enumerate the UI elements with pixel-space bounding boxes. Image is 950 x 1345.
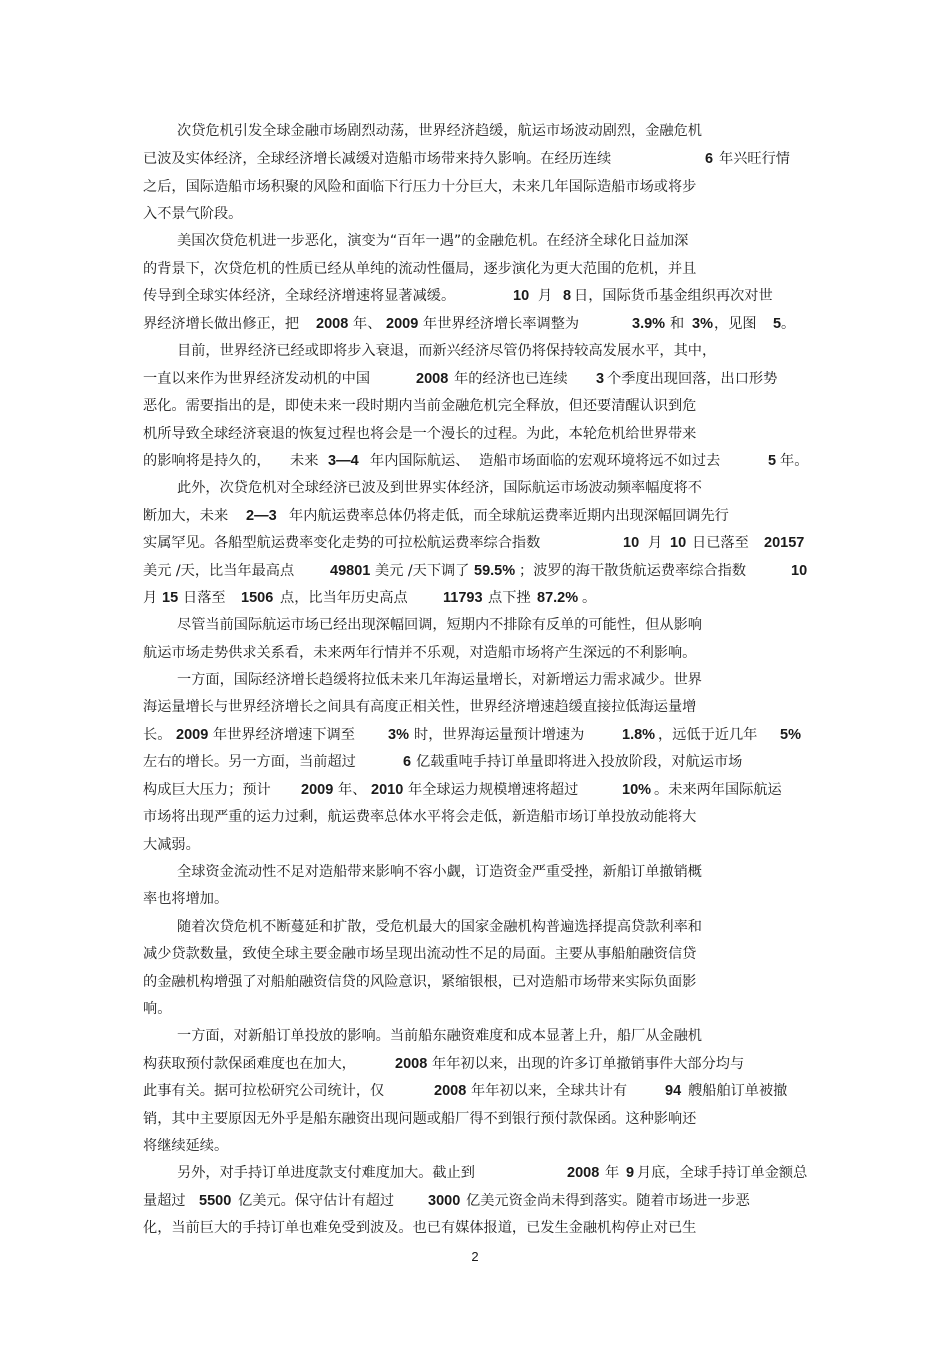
bold-number: 5% bbox=[780, 727, 801, 743]
text-segment: 亿载重吨手持订单量即将进入投放阶段，对航运市场 bbox=[416, 754, 743, 770]
bold-number: 6 bbox=[705, 151, 714, 167]
text-segment: 的背景下，次贷危机的性质已经从单纯的流动性僵局，逐步演化为更大范围的危机，并且 bbox=[143, 261, 697, 277]
bold-number: 5500 bbox=[199, 1193, 232, 1209]
text-segment: 长。 bbox=[143, 727, 172, 743]
bold-number: 1.8% bbox=[622, 727, 656, 743]
bold-number: 49801 bbox=[330, 563, 371, 579]
bold-number: 10 bbox=[623, 535, 640, 551]
text-segment: ，远低于近几年 bbox=[658, 727, 758, 743]
bold-number: 5 bbox=[773, 316, 782, 332]
text-segment: 率也将增加。 bbox=[143, 891, 229, 907]
text-segment: 已波及实体经济，全球经济增长减缓对造船市场带来持久影响。在经历连续 bbox=[143, 151, 612, 167]
bold-number: 5 bbox=[768, 453, 777, 469]
text-line bbox=[177, 1026, 702, 1046]
text-segment: 美元 /天，比当年最高点 bbox=[143, 563, 295, 579]
text-segment: 年、 bbox=[353, 316, 382, 332]
bold-number: 10 bbox=[791, 563, 808, 579]
bold-number: 10 bbox=[513, 288, 530, 304]
text-segment: 响。 bbox=[143, 1001, 172, 1017]
bold-number: 2009 bbox=[176, 727, 209, 743]
text-line bbox=[143, 286, 773, 306]
text-line bbox=[143, 1109, 696, 1129]
text-segment: 海运量增长与世界经济增长之间具有高度正相关性，世界经济增速趋缓直接拉低海运量增 bbox=[143, 699, 697, 715]
bold-number: 3—4 bbox=[328, 453, 359, 469]
text-segment: 美国次贷危机进一步恶化，演变为“百年一遇”的金融危机。在经济全球化日益加深 bbox=[177, 233, 689, 249]
text-segment: 。未来两年国际航运 bbox=[654, 782, 782, 798]
text-line bbox=[143, 643, 696, 663]
bold-number: 2010 bbox=[371, 782, 404, 798]
text-segment: 入不景气阶段。 bbox=[143, 206, 243, 222]
text-line bbox=[143, 314, 796, 334]
bold-number: 8 bbox=[563, 288, 572, 304]
text-segment: 构获取预付款保函难度也在加大， bbox=[143, 1056, 356, 1072]
text-segment: 年 bbox=[605, 1165, 620, 1181]
text-segment: 月 bbox=[538, 288, 553, 304]
text-line bbox=[143, 533, 805, 553]
text-line bbox=[143, 369, 778, 389]
text-segment: 另外，对手持订单进度款支付难度加大。截止到 bbox=[177, 1165, 475, 1181]
text-segment: 次贷危机引发全球金融市场剧烈动荡，世界经济趋缓，航运市场波动剧烈，金融危机 bbox=[177, 123, 702, 139]
bold-number: 10% bbox=[622, 782, 652, 798]
text-line bbox=[143, 944, 696, 964]
text-segment: 个季度出现回落，出口形势 bbox=[607, 371, 778, 387]
text-segment: 恶化。需要指出的是，即使未来一段时期内当前金融危机完全释放，但还要清醒认识到危 bbox=[143, 398, 697, 414]
text-line bbox=[143, 588, 597, 608]
text-line bbox=[177, 917, 702, 937]
text-line bbox=[177, 341, 716, 361]
text-segment: 减少贷款数量，致使全球主要金融市场呈现出流动性不足的局面。主要从事船舶融资信贷 bbox=[143, 946, 697, 962]
text-line bbox=[143, 204, 242, 224]
text-line bbox=[143, 1218, 696, 1238]
text-line bbox=[177, 231, 688, 251]
text-line bbox=[143, 259, 696, 279]
text-segment: 和 bbox=[670, 316, 685, 332]
text-line bbox=[143, 752, 743, 772]
text-segment: 年的经济也已连续 bbox=[454, 371, 568, 387]
text-line bbox=[143, 1136, 228, 1156]
text-line bbox=[143, 972, 696, 992]
text-line bbox=[143, 999, 171, 1019]
bold-number: 3000 bbox=[428, 1193, 461, 1209]
text-line bbox=[177, 121, 702, 141]
text-segment: ；波罗的海干散货航运费率综合指数 bbox=[519, 563, 747, 579]
text-segment: 尽管当前国际航运市场已经出现深幅回调，短期内不排除有反单的可能性，但从影响 bbox=[177, 617, 702, 633]
text-line bbox=[177, 670, 702, 690]
text-segment: 大减弱。 bbox=[143, 837, 200, 853]
text-line bbox=[143, 835, 200, 855]
text-segment: 时，世界海运量预计增速为 bbox=[414, 727, 585, 743]
text-line bbox=[143, 149, 790, 169]
text-line bbox=[143, 807, 696, 827]
bold-number: 2008 bbox=[434, 1083, 467, 1099]
page-number: 2 bbox=[471, 1249, 479, 1264]
text-line bbox=[143, 451, 809, 471]
text-segment: 点下挫 bbox=[488, 590, 531, 606]
text-segment: 日已落至 bbox=[692, 535, 749, 551]
bold-number: 3% bbox=[388, 727, 409, 743]
text-segment: 月 bbox=[648, 535, 663, 551]
text-segment: 年世界经济增长率调整为 bbox=[423, 316, 580, 332]
text-segment: 年内国际航运、 bbox=[370, 453, 470, 469]
text-segment: 断加大，未来 bbox=[143, 508, 229, 524]
text-line bbox=[143, 506, 729, 526]
bold-number: 59.5% bbox=[474, 563, 516, 579]
text-segment: 年年初以来，出现的许多订单撤销事件大部分均与 bbox=[432, 1056, 745, 1072]
text-segment: 造船市场面临的宏观环境将远不如过去 bbox=[479, 453, 721, 469]
bold-number: 3 bbox=[596, 371, 605, 387]
text-segment: 日，国际货币基金组织再次对世 bbox=[574, 288, 773, 304]
text-segment: 的金融机构增强了对船舶融资信贷的风险意识，紧缩银根，已对造船市场带来实际负面影 bbox=[143, 974, 697, 990]
text-segment: 构成巨大压力；预计 bbox=[143, 782, 271, 798]
bold-number: 3% bbox=[692, 316, 713, 332]
text-segment: 年内航运费率总体仍将走低，而全球航运费率近期内出现深幅回调先行 bbox=[289, 508, 729, 524]
text-line bbox=[177, 478, 702, 498]
bold-number: 2009 bbox=[386, 316, 419, 332]
bold-number: 2009 bbox=[301, 782, 334, 798]
bold-number: 3.9% bbox=[632, 316, 666, 332]
text-segment: 日落至 bbox=[183, 590, 226, 606]
text-segment: 美元 /天下调了 bbox=[375, 563, 470, 579]
text-segment: 月底，全球手持订单金额总 bbox=[637, 1165, 808, 1181]
text-segment: 销，其中主要原因无外乎是船东融资出现问题或船厂得不到银行预付款保函。这种影响还 bbox=[143, 1111, 697, 1127]
bold-number: 87.2% bbox=[537, 590, 579, 606]
bold-number: 2008 bbox=[395, 1056, 428, 1072]
bold-number: 9 bbox=[626, 1165, 635, 1181]
text-segment: 年、 bbox=[338, 782, 367, 798]
text-segment: 之后，国际造船市场积聚的风险和面临下行压力十分巨大，未来几年国际造船市场或将步 bbox=[143, 179, 697, 195]
text-segment: 年全球运力规模增速将超过 bbox=[408, 782, 579, 798]
text-segment: 年兴旺行情 bbox=[719, 151, 790, 167]
text-line bbox=[177, 1163, 808, 1183]
text-line bbox=[143, 780, 782, 800]
text-segment: 量超过 bbox=[143, 1193, 186, 1209]
text-line bbox=[143, 697, 696, 717]
text-segment: 航运市场走势供求关系看，未来两年行情并不乐观，对造船市场将产生深远的不利影响。 bbox=[143, 645, 697, 661]
text-segment: 点，比当年历史高点 bbox=[280, 590, 408, 606]
text-segment: 亿美元。保守估计有超过 bbox=[238, 1193, 395, 1209]
text-segment: 月 bbox=[143, 590, 158, 606]
text-segment: 界经济增长做出修正，把 bbox=[143, 316, 300, 332]
text-line bbox=[177, 615, 702, 635]
text-segment: 的影响将是持久的， bbox=[143, 453, 271, 469]
text-segment: 艘船舶订单被撤 bbox=[688, 1083, 788, 1099]
text-segment: 全球资金流动性不足对造船带来影响不容小觑，订造资金严重受挫，新船订单撤销概 bbox=[177, 864, 702, 880]
text-line bbox=[143, 177, 696, 197]
text-segment: 一方面，对新船订单投放的影响。当前船东融资难度和成本显著上升，船厂从金融机 bbox=[177, 1028, 702, 1044]
bold-number: 94 bbox=[665, 1083, 682, 1099]
bold-number: 10 bbox=[670, 535, 687, 551]
text-segment: 此外，次贷危机对全球经济已波及到世界实体经济，国际航运市场波动频率幅度将不 bbox=[177, 480, 702, 496]
text-line bbox=[143, 396, 696, 416]
bold-number: 11793 bbox=[443, 590, 483, 606]
text-line bbox=[143, 889, 228, 909]
text-line bbox=[143, 725, 801, 745]
text-line bbox=[143, 1054, 745, 1074]
text-segment: 年。 bbox=[780, 453, 809, 469]
text-segment: 市场将出现严重的运力过剩，航运费率总体水平将会走低，新造船市场订单投放动能将大 bbox=[143, 809, 697, 825]
text-segment: 目前，世界经济已经或即将步入衰退，而新兴经济尽管仍将保持较高发展水平，其中， bbox=[177, 343, 717, 359]
text-segment: 化，当前巨大的手持订单也难免受到波及。也已有媒体报道，已发生金融机构停止对已生 bbox=[143, 1220, 697, 1236]
text-segment: 随着次贷危机不断蔓延和扩散，受危机最大的国家金融机构普遍选择提高贷款利率和 bbox=[177, 919, 702, 935]
text-segment: ，见图 bbox=[714, 316, 757, 332]
text-segment: 一直以来作为世界经济发动机的中国 bbox=[143, 371, 371, 387]
bold-number: 2008 bbox=[316, 316, 349, 332]
text-segment: 年世界经济增速下调至 bbox=[213, 727, 355, 743]
text-segment: 未来 bbox=[290, 453, 319, 469]
text-line bbox=[177, 862, 702, 882]
text-segment: 。 bbox=[582, 590, 597, 606]
text-segment: 实属罕见。各船型航运费率变化走势的可拉松航运费率综合指数 bbox=[143, 535, 541, 551]
text-segment: 此事有关。据可拉松研究公司统计，仅 bbox=[143, 1083, 385, 1099]
text-line bbox=[143, 561, 808, 581]
bold-number: 6 bbox=[403, 754, 412, 770]
text-segment: 机所导致全球经济衰退的恢复过程也将会是一个漫长的过程。为此，本轮危机给世界带来 bbox=[143, 426, 697, 442]
text-line bbox=[143, 1081, 788, 1101]
text-segment: 传导到全球实体经济，全球经济增速将显著减缓。 bbox=[143, 288, 456, 304]
text-line bbox=[143, 424, 696, 444]
bold-number: 2008 bbox=[567, 1165, 600, 1181]
text-line bbox=[143, 1191, 750, 1211]
text-segment: 一方面，国际经济增长趋缓将拉低未来几年海运量增长，对新增运力需求减少。世界 bbox=[177, 672, 702, 688]
bold-number: 2—3 bbox=[246, 508, 277, 524]
text-segment: 。 bbox=[781, 316, 796, 332]
text-segment: 左右的增长。另一方面，当前超过 bbox=[143, 754, 356, 770]
bold-number: 1506 bbox=[241, 590, 274, 606]
bold-number: 20157 bbox=[764, 535, 805, 551]
text-segment: 将继续延续。 bbox=[143, 1138, 229, 1154]
text-segment: 亿美元资金尚未得到落实。随着市场进一步恶 bbox=[466, 1193, 750, 1209]
bold-number: 2008 bbox=[416, 371, 449, 387]
text-segment: 年年初以来，全球共计有 bbox=[471, 1083, 628, 1099]
bold-number: 15 bbox=[162, 590, 179, 606]
